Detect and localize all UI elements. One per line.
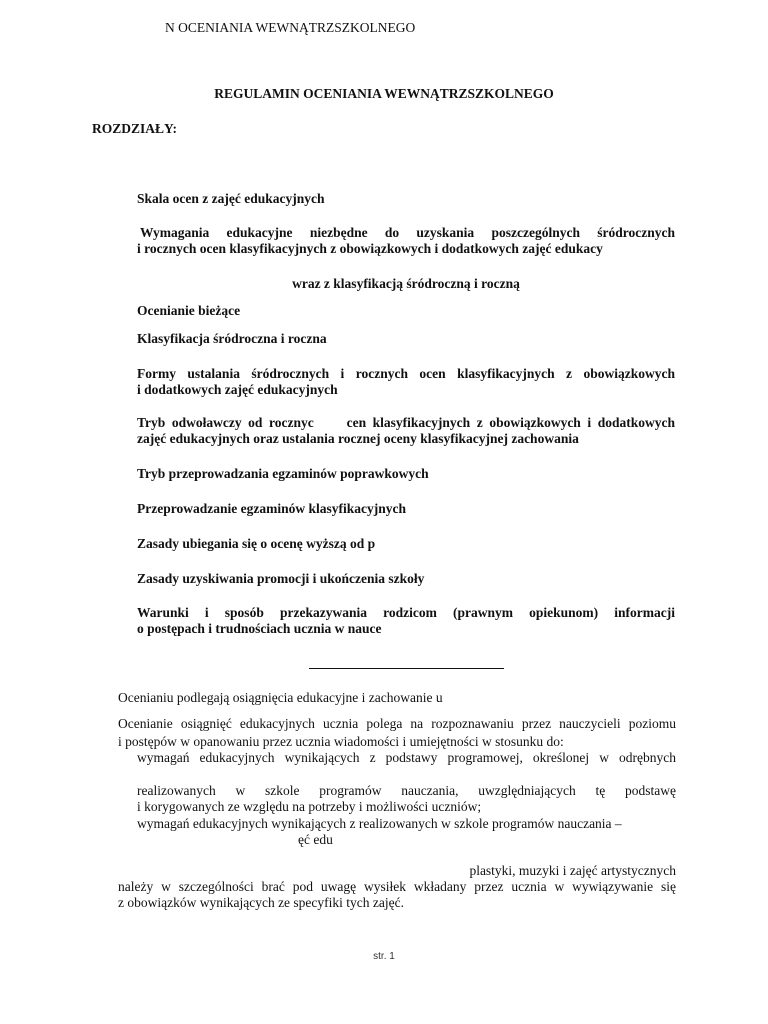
chapter-5-line-1: Formy ustalania śródrocznych i rocznych ocen klasyfikacyjnych z obowiązkowych	[137, 366, 675, 381]
chapter-6-line-1: Tryb odwoławczy od rocznyc cen klasyfikacyjnych z obowiązkowych i dodatkowych	[137, 415, 675, 430]
chapter-2-continuation	[137, 276, 675, 292]
separator-line	[309, 668, 504, 669]
chapter-11	[137, 605, 675, 637]
chapter-8	[137, 501, 675, 517]
paragraph-3-line-1: wymagań edukacyjnych wynikających z podstawy programowej, określonej w odrębnych	[137, 750, 676, 765]
chapter-3	[137, 303, 675, 319]
chapter-8-text: Przeprowadzanie egzaminów klasyfikacyjnych	[137, 501, 406, 516]
paragraph-2	[118, 716, 676, 750]
chapter-10-text: Zasady uzyskiwania promocji i ukończenia szkoły	[137, 571, 425, 586]
chapter-3-text: Ocenianie bieżące	[137, 303, 241, 318]
page-number: str. 1	[373, 951, 395, 962]
chapter-5	[137, 366, 675, 398]
chapter-1	[137, 191, 675, 207]
chapter-11-line-2: o postępach i trudnościach ucznia w nauce	[137, 621, 382, 636]
chapter-7	[137, 466, 675, 482]
paragraph-3-line-3: i korygowanych ze względu na potrzeby i możliwości uczniów;	[137, 799, 482, 814]
paragraph-4-line-2: ęć edu	[298, 832, 333, 847]
running-header: N OCENIANIA WEWNĄTRZSZKOLNEGO	[165, 20, 416, 35]
chapter-1-text: Skala ocen z zajęć edukacyjnych	[137, 191, 325, 206]
paragraph-5-line-2: należy w szczególności brać pod uwagę wysiłek wkładany przez ucznia w wywiązywanie się	[118, 879, 676, 894]
chapter-5-line-2: i dodatkowych zajęć edukacyjnych	[137, 382, 338, 397]
chapter-7-text: Tryb przeprowadzania egzaminów poprawkowych	[137, 466, 429, 481]
chapter-2-line-1: Wymagania edukacyjne niezbędne do uzyskania poszczególnych śródrocznych	[140, 225, 675, 240]
paragraph-3-line-2: realizowanych w szkole programów nauczania, uwzględniających tę podstawę	[137, 783, 676, 798]
document-title: REGULAMIN OCENIANIA WEWNĄTRZSZKOLNEGO	[214, 86, 554, 101]
chapter-6	[137, 415, 675, 447]
paragraph-2-line-2: i postępów w opanowaniu przez ucznia wiadomości i umiejętności w stosunku do:	[118, 734, 564, 749]
paragraph-1	[118, 690, 678, 706]
paragraph-1-text: Ocenianiu podlegają osiągnięcia edukacyjne i zachowanie u	[118, 690, 443, 705]
paragraph-4	[137, 816, 676, 848]
chapter-9-text: Zasady ubiegania się o ocenę wyższą od p	[137, 536, 376, 551]
chapter-11-line-1: Warunki i sposób przekazywania rodzicom (prawnym opiekunom) informacji	[137, 605, 675, 620]
chapter-2	[137, 225, 675, 257]
chapter-6-line-2: zajęć edukacyjnych oraz ustalania rocznej oceny klasyfikacyjnej zachowania	[137, 431, 579, 446]
chapter-10	[137, 571, 675, 587]
paragraph-3	[137, 750, 676, 815]
paragraph-2-line-1: Ocenianie osiągnięć edukacyjnych ucznia polega na rozpoznawaniu przez nauczycieli poziomu	[118, 716, 676, 731]
section-label: ROZDZIAŁY:	[92, 121, 178, 136]
paragraph-4-line-1: wymagań edukacyjnych wynikających z realizowanych w szkole programów nauczania –	[137, 816, 622, 831]
chapter-2-line-3: wraz z klasyfikacją śródroczną i roczną	[292, 276, 520, 291]
chapter-9	[137, 536, 675, 552]
chapter-2-line-2: i rocznych ocen klasyfikacyjnych z obowiązkowych i dodatkowych zajęć edukacy	[137, 241, 603, 256]
chapter-4	[137, 331, 675, 347]
chapter-4-text: Klasyfikacja śródroczna i roczna	[137, 331, 327, 346]
paragraph-5-line-3: z obowiązków wynikających ze specyfiki tych zajęć.	[118, 895, 404, 910]
paragraph-5	[118, 863, 676, 911]
paragraph-5-line-1: plastyki, muzyki i zajęć artystycznych	[469, 863, 676, 878]
